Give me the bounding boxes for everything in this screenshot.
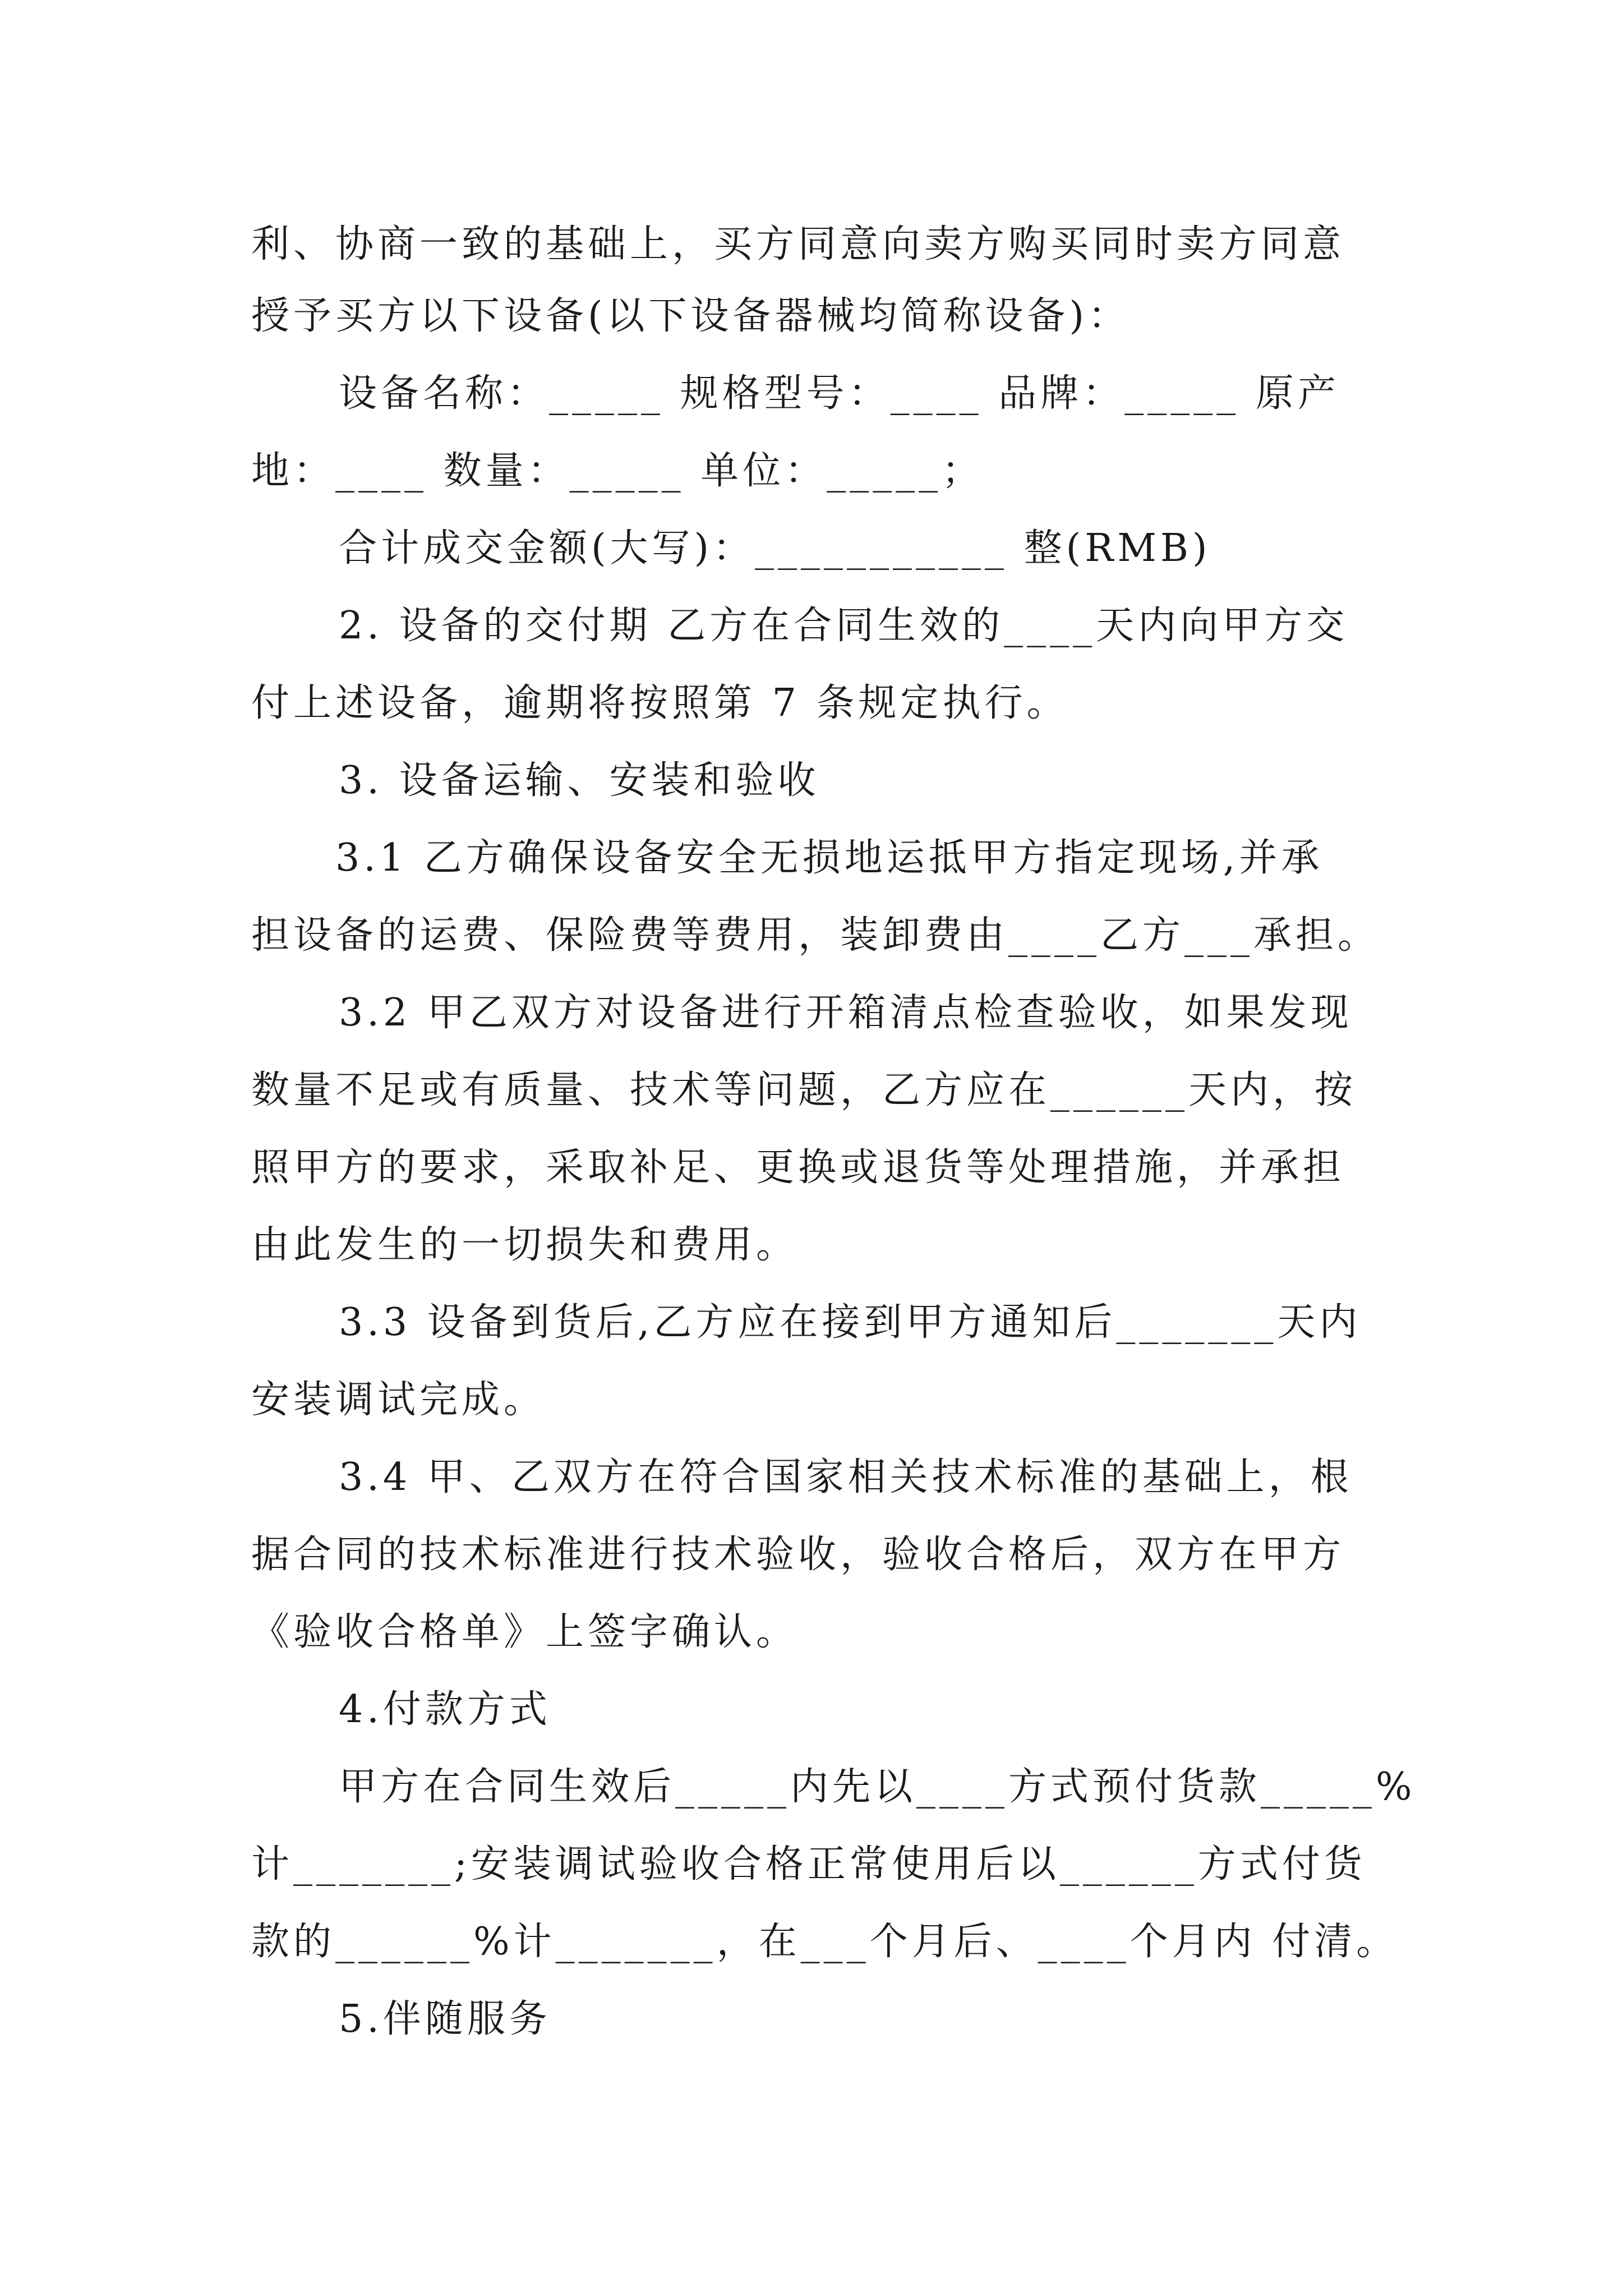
clause-3-2-line-4: 由此发生的一切损失和费用。 [251,1223,799,1267]
clause-3-2-line-1: 3.2 甲乙双方对设备进行开箱清点检查验收，如果发现 [339,991,1353,1035]
clause-5-heading: 5.伴随服务 [339,1997,551,2041]
equipment-info-line-1: 设备名称：_____ 规格型号：____ 品牌：_____ 原产 [339,371,1340,416]
clause-2-line-2: 付上述设备，逾期将按照第 7 条规定执行。 [251,681,1069,725]
clause-3-4-line-3: 《验收合格单》上签字确认。 [251,1610,799,1654]
clause-3-3-line-2: 安装调试完成。 [251,1378,546,1422]
clause-4-heading: 4.付款方式 [339,1687,551,1732]
clause-3-2-line-2: 数量不足或有质量、技术等问题，乙方应在______天内，按 [251,1068,1357,1112]
clause-4-line-2: 计_______;安装调试验收合格正常使用后以______方式付货 [251,1842,1366,1887]
clause-3-1-line-2: 担设备的运费、保险费等费用，装卸费由____乙方___承担。 [251,913,1380,958]
paragraph-line-2: 授予买方以下设备(以下设备器械均简称设备)： [251,294,1131,338]
clause-4-line-1: 甲方在合同生效后_____内先以____方式预付货款_____% [339,1765,1416,1809]
clause-3-2-line-3: 照甲方的要求，采取补足、更换或退货等处理措施，并承担 [251,1145,1345,1190]
clause-3-4-line-2: 据合同的技术标准进行技术验收，验收合格后，双方在甲方 [251,1533,1345,1577]
clause-3-1-line-1: 3.1 乙方确保设备安全无损地运抵甲方指定现场,并承 [335,836,1324,880]
clause-3-4-line-1: 3.4 甲、乙双方在符合国家相关技术标准的基础上，根 [339,1455,1353,1499]
clause-2-line-1: 2. 设备的交付期 乙方在合同生效的____天内向甲方交 [339,604,1349,648]
clause-3-heading: 3. 设备运输、安装和验收 [339,758,820,803]
clause-3-3-line-1: 3.3 设备到货后,乙方应在接到甲方通知后_______天内 [339,1300,1362,1345]
equipment-info-line-2: 地：____ 数量：_____ 单位：_____； [251,449,984,493]
total-amount-line: 合计成交金额(大写)：___________ 整(RMB) [339,526,1211,570]
paragraph-line-1: 利、协商一致的基础上，买方同意向卖方购买同时卖方同意 [251,222,1345,266]
clause-4-line-3: 款的______%计_______，在___个月后、____个月内 付清。 [251,1920,1399,1964]
